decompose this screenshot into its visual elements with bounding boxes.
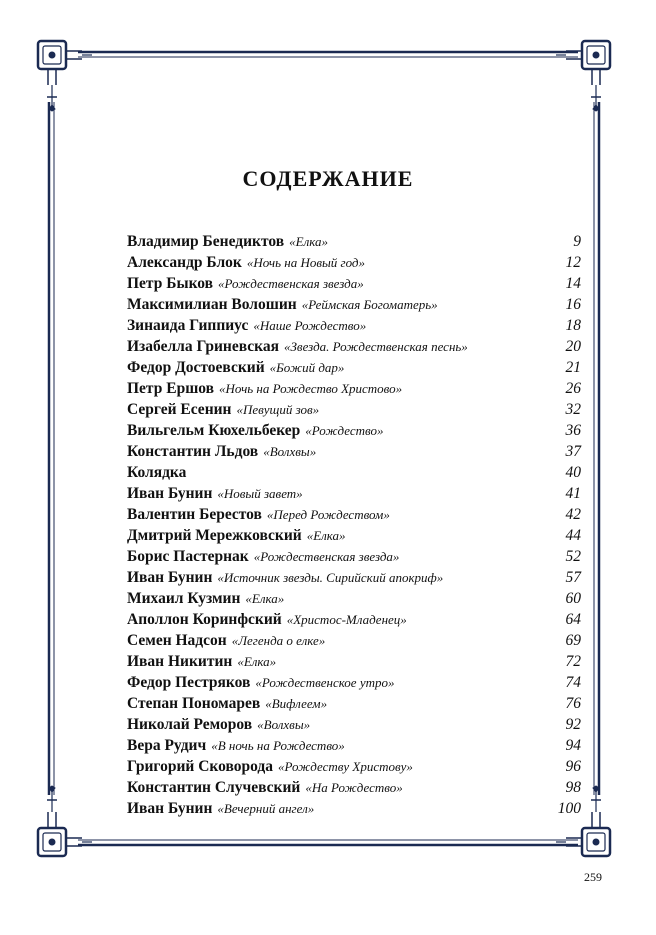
toc-page-number: 32 [565,401,581,418]
toc-author: Иван Никитин [127,653,233,670]
toc-page-number: 74 [565,674,581,691]
toc-work-title: «Рождественское утро» [255,675,395,690]
toc-author: Семен Надсон [127,632,227,649]
toc-entry [127,359,581,380]
toc-work-title: «Волхвы» [263,444,317,459]
toc-work-title: «Звезда. Рождественская песнь» [284,339,468,354]
toc-entry [127,632,581,653]
toc-work-title: «Наше Рождество» [253,318,367,333]
toc-entry [127,317,581,338]
toc-author: Борис Пастернак [127,548,249,565]
toc-work-title: «Елка» [245,591,285,606]
toc-author: Петр Ершов [127,380,215,397]
toc-page-number: 26 [565,380,581,397]
toc-entry [127,380,581,401]
toc-author: Аполлон Коринфский [127,611,282,628]
toc-work-title: «Христос-Младенец» [286,612,407,627]
toc-author: Иван Бунин [127,800,213,817]
toc-work-title: «Божий дар» [269,360,345,375]
toc-author: Владимир Бенедиктов [127,233,285,250]
toc-work-title: «Елка» [306,528,346,543]
toc-page-number: 14 [565,275,581,292]
toc-page-number: 100 [557,800,581,817]
toc-author: Иван Бунин [127,485,213,502]
toc-work-title: «Рождеству Христову» [278,759,413,774]
toc-author: Григорий Сковорода [127,758,274,775]
toc-entry [127,716,581,737]
toc-entry [127,422,581,443]
toc-work-title: «Вечерний ангел» [217,801,315,816]
toc-author: Максимилиан Волошин [127,296,297,313]
toc-work-title: «Источник звезды. Сирийский апокриф» [217,570,444,585]
toc-work-title: «Вифлеем» [265,696,328,711]
toc-page-number: 60 [565,590,581,607]
toc-author: Иван Бунин [127,569,213,586]
toc-author: Николай Реморов [127,716,253,733]
toc-work-title: «Рождественская звезда» [218,276,364,291]
toc-author: Степан Пономарев [127,695,261,712]
toc-author: Константин Случевский [127,779,301,796]
toc-entry [127,569,581,590]
toc-entry [127,443,581,464]
toc-entry [127,653,581,674]
toc-page-number: 94 [565,737,581,754]
toc-work-title: «Рождественская звезда» [253,549,400,564]
toc-author: Александр Блок [127,254,242,271]
toc-work-title: «Певущий зов» [236,402,320,417]
toc-entry [127,590,581,611]
toc-page-number: 18 [565,317,581,334]
toc-page-number: 98 [565,779,581,796]
toc-entry [127,758,581,779]
toc-page-number: 9 [573,233,581,250]
toc-page-number: 64 [565,611,581,628]
toc-work-title: «Елка» [237,654,277,669]
toc-author: Федор Достоевский [127,359,265,376]
toc-work-title: «Ночь на Рождество Христово» [219,381,403,396]
toc-page-number: 41 [565,485,581,502]
toc-author: Вера Рудич [127,737,207,754]
toc-work-title: «Рождество» [305,423,384,438]
page-number: 259 [584,870,602,884]
toc-entry [127,548,581,569]
toc-entry [127,737,581,758]
toc-entry [127,254,581,275]
toc-author: Дмитрий Мережковский [127,527,302,544]
toc-page-number: 40 [565,464,581,481]
toc-page-number: 69 [565,632,581,649]
toc-page-number: 44 [565,527,581,544]
toc-page-number: 20 [565,338,581,355]
toc-page-number: 37 [565,443,581,460]
toc-page-number: 76 [565,695,581,712]
toc-work-title: «Перед Рождеством» [266,507,390,522]
toc-page-number: 52 [565,548,581,565]
toc-page-number: 92 [565,716,581,733]
toc-page-number: 36 [565,422,581,439]
toc-page-number: 42 [565,506,581,523]
toc-work-title: «В ночь на Рождество» [211,738,345,753]
toc-entry [127,233,581,254]
toc-entry [127,464,581,485]
toc-page-number: 72 [565,653,581,670]
toc-work-title: «Ночь на Новый год» [246,255,366,270]
toc-author: Константин Льдов [127,443,259,460]
toc-author: Вильгельм Кюхельбекер [127,422,301,439]
toc-entry [127,674,581,695]
toc-entry [127,401,581,422]
toc-author: Михаил Кузмин [127,590,241,607]
toc-entry [127,611,581,632]
toc-entry [127,275,581,296]
page-title: СОДЕРЖАНИЕ [242,166,414,191]
toc-page-number: 57 [565,569,581,586]
toc-author: Изабелла Гриневская [127,338,279,355]
toc-entry [127,527,581,548]
toc-entry [127,779,581,800]
toc-author: Зинаида Гиппиус [127,317,249,334]
toc-page-number: 21 [565,359,581,376]
toc-page-number: 12 [565,254,581,271]
toc-work-title: «Елка» [289,234,328,249]
toc-work-title: «На Рождество» [305,780,403,795]
toc-entry [127,296,581,317]
toc-entry [127,338,581,359]
toc-author: Валентин Берестов [127,506,262,523]
toc-entry [127,485,581,506]
toc-work-title: «Волхвы» [257,717,311,732]
toc-entry [127,800,581,821]
toc-author: Колядка [127,464,187,481]
toc-author: Петр Быков [127,275,214,292]
toc-work-title: «Новый завет» [217,486,303,501]
toc-work-title: «Легенда о елке» [231,633,326,648]
toc-work-title: «Реймская Богоматерь» [301,297,438,312]
toc-entry [127,506,581,527]
toc-entry [127,695,581,716]
toc-page-number: 16 [565,296,581,313]
toc-page-number: 96 [565,758,581,775]
toc-author: Сергей Есенин [127,401,232,418]
table-of-contents [127,233,581,821]
toc-author: Федор Пестряков [127,674,251,691]
